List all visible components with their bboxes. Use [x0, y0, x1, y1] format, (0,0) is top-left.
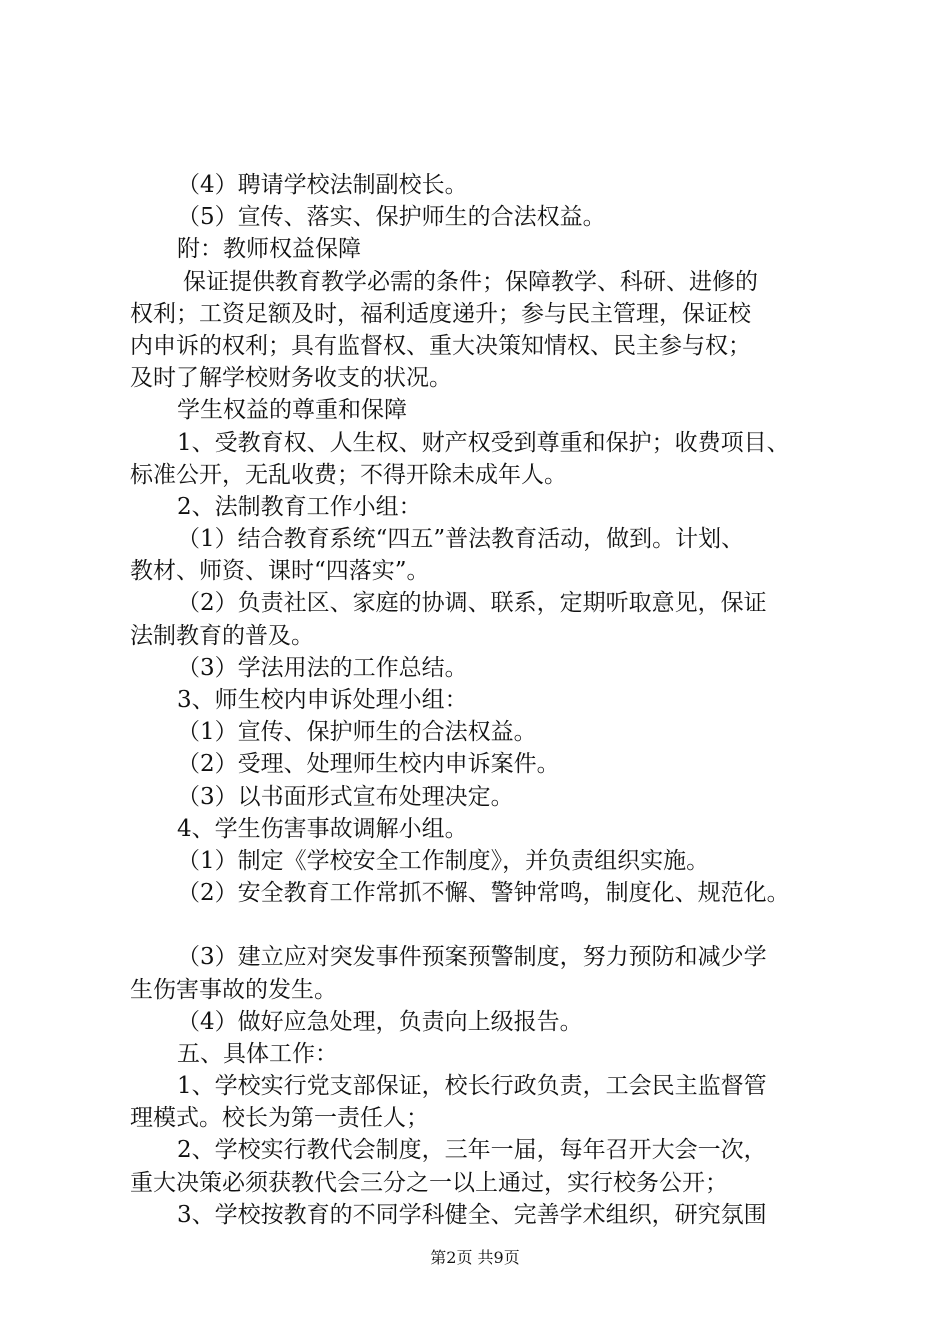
body-line: 附：教师权益保障 — [177, 236, 361, 263]
body-line: 法制教育的普及。 — [130, 622, 314, 649]
body-line: 理模式。校长为第一责任人； — [130, 1105, 429, 1132]
page-footer: 第2页 共9页 — [430, 1248, 520, 1267]
body-line: （1）制定《学校安全工作制度》，并负责组织实施。 — [177, 847, 710, 874]
body-line: 权利；工资足额及时，福利适度递升；参与民主管理，保证校 — [130, 300, 751, 327]
body-line: （1）结合教育系统“四五”普法教育活动，做到。计划、 — [177, 526, 745, 553]
document-body — [130, 169, 855, 1231]
body-line: 重大决策必须获教代会三分之一以上通过，实行校务公开； — [130, 1169, 728, 1196]
body-line: （3）以书面形式宣布处理决定。 — [177, 783, 514, 810]
body-line: 1、受教育权、人生权、财产权受到尊重和保护；收费项目、 — [177, 429, 790, 456]
body-line: 生伤害事故的发生。 — [130, 976, 337, 1003]
body-line: 保证提供教育教学必需的条件；保障教学、科研、进修的 — [183, 268, 758, 295]
body-line: （2）受理、处理师生校内申诉案件。 — [177, 751, 560, 778]
body-line: 3、学校按教育的不同学科健全、完善学术组织，研究氛围 — [177, 1201, 767, 1228]
body-line: （3）学法用法的工作总结。 — [177, 654, 468, 681]
body-line: 3、师生校内申诉处理小组： — [177, 687, 468, 713]
body-line: 内申诉的权利；具有监督权、重大决策知情权、民主参与权； — [130, 332, 751, 359]
body-line: （3）建立应对突发事件预案预警制度，努力预防和减少学 — [177, 944, 767, 971]
body-line: 及时了解学校财务收支的状况。 — [130, 365, 452, 392]
body-line: （1）宣传、保护师生的合法权益。 — [177, 719, 537, 746]
body-line: 2、学校实行教代会制度，三年一届，每年召开大会一次， — [177, 1137, 767, 1164]
body-line: （5）宣传、落实、保护师生的合法权益。 — [177, 204, 606, 231]
body-line: 教材、师资、课时“四落实”。 — [130, 558, 430, 585]
body-line: 4、学生伤害事故调解小组。 — [177, 815, 468, 842]
body-line: （2）安全教育工作常抓不懈、警钟常鸣，制度化、规范化。 — [177, 880, 790, 907]
blank-line — [130, 909, 855, 941]
body-line: 1、学校实行党支部保证，校长行政负责，工会民主监督管 — [177, 1073, 767, 1100]
body-line: 2、法制教育工作小组： — [177, 493, 422, 520]
body-line: 学生权益的尊重和保障 — [177, 397, 407, 424]
body-line: （2）负责社区、家庭的协调、联系，定期听取意见，保证 — [177, 590, 767, 617]
body-line: 五、具体工作： — [177, 1040, 338, 1067]
body-line: （4）聘请学校法制副校长。 — [177, 172, 468, 198]
body-line: 标准公开，无乱收费；不得开除未成年人。 — [130, 461, 567, 488]
body-line: （4）做好应急处理，负责向上级报告。 — [177, 1008, 583, 1035]
